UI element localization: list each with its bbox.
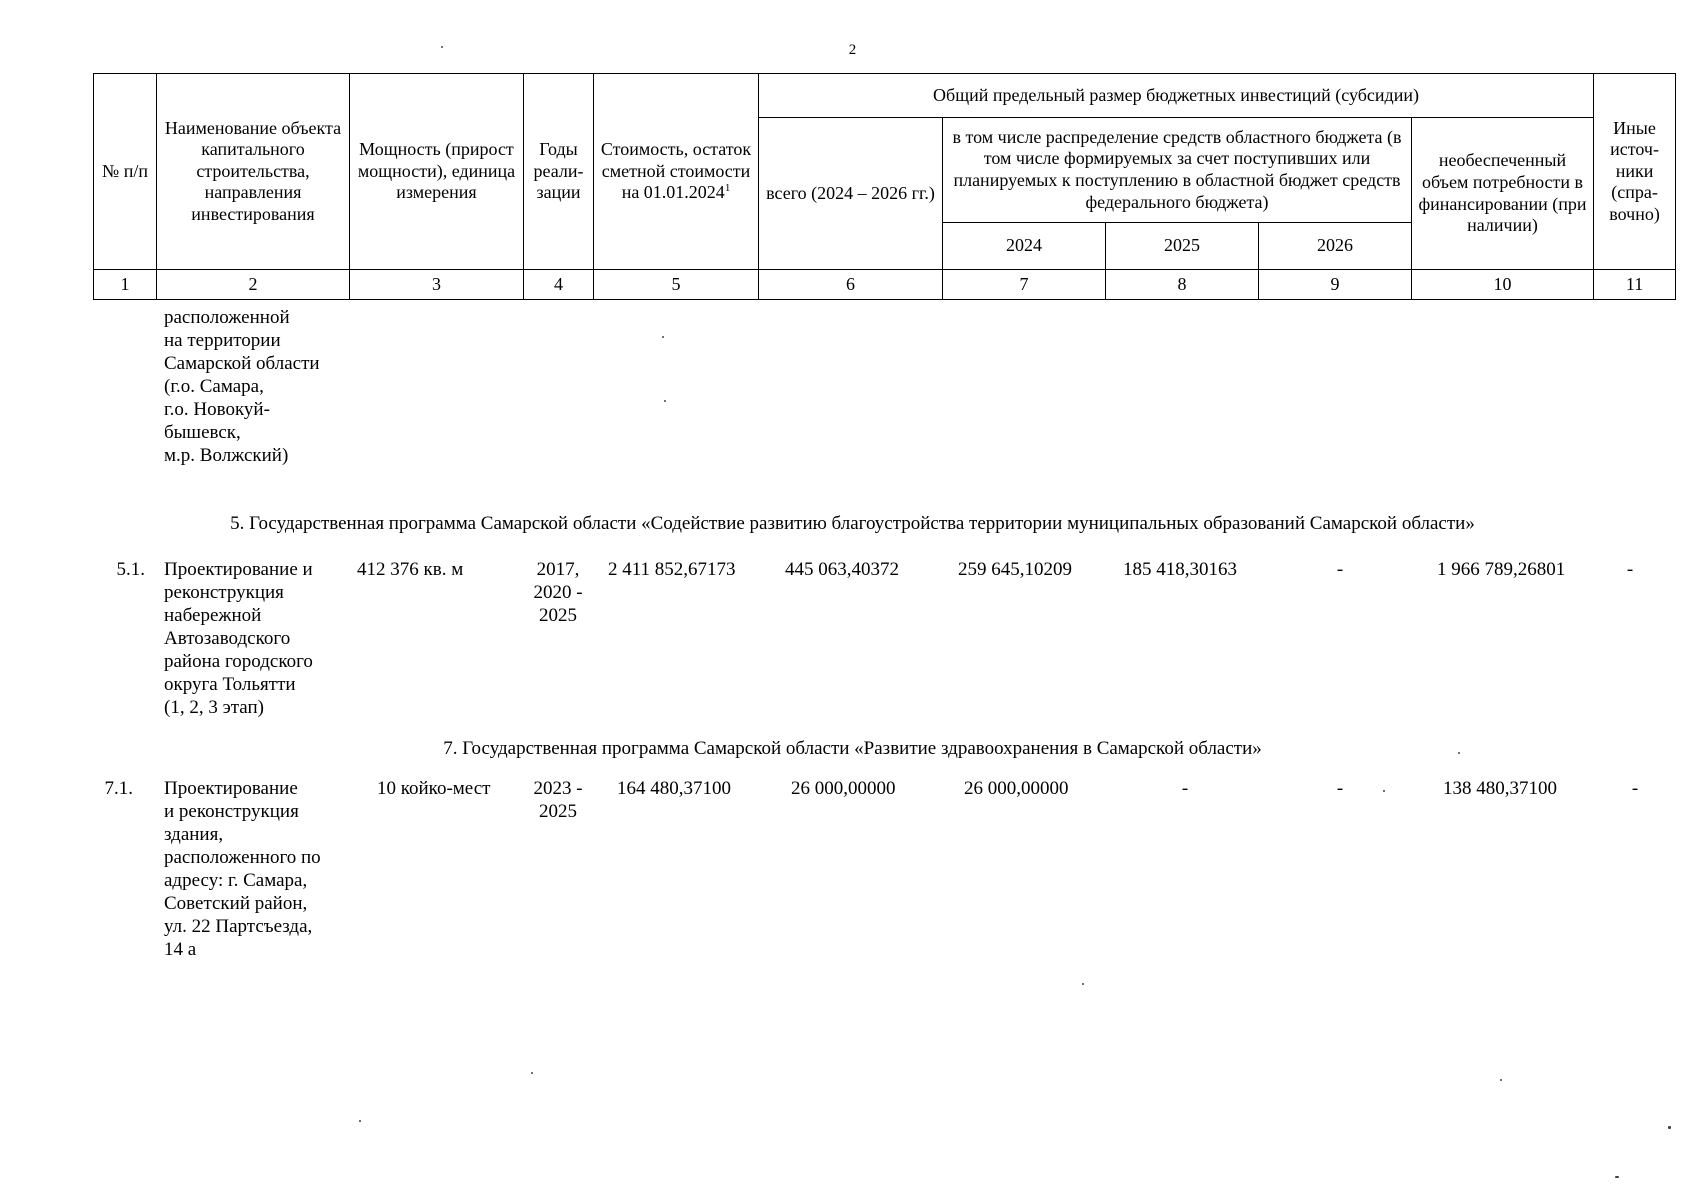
row-num: 7.1.	[104, 778, 133, 799]
header-2025: 2025	[1106, 223, 1259, 270]
col-number: 1	[94, 270, 157, 300]
header-unfunded: необеспеченный объем потребности в финансировании (при наличии)	[1412, 118, 1594, 270]
row-total: 26 000,00000	[791, 778, 896, 799]
scan-speck	[441, 46, 443, 48]
row-capacity: 412 376 кв. м	[357, 559, 464, 580]
row-unfunded: 1 966 789,26801	[1437, 559, 1566, 580]
name-line: здания,	[164, 824, 224, 845]
header-table	[93, 73, 1676, 300]
scan-speck	[359, 1120, 361, 1122]
scan-speck	[1458, 752, 1460, 754]
header-total-group: Общий предельный размер бюджетных инвестиций (субсидии)	[759, 74, 1594, 118]
col-number: 9	[1259, 270, 1412, 300]
name-line: (г.о. Самара,	[164, 376, 264, 397]
scan-speck	[664, 400, 666, 402]
header-regional-group: в том числе распределение средств областного бюджета (в том числе формируемых за счет поступивших или планируемых к поступлению в областной бюджет средств федерального бюджета)	[943, 118, 1412, 223]
header-years: Годы реали-зации	[524, 74, 594, 270]
scan-speck	[1668, 1126, 1671, 1129]
header-name: Наименование объекта капитального строительства, направления инвестирования	[157, 74, 350, 270]
header-cost: Стоимость, остаток сметной стоимости на 01.01.2024$^1$	[594, 74, 759, 270]
name-line: набережной	[164, 605, 262, 626]
row-other: -	[1631, 778, 1639, 799]
scan-speck	[1500, 1079, 1502, 1081]
row-capacity: 10 койко-мест	[377, 778, 491, 799]
name-line: реконструкция	[164, 582, 284, 603]
name-line: (1, 2, 3 этап)	[164, 697, 264, 718]
name-line: округа Тольятти	[164, 674, 296, 695]
name-line: и реконструкция	[164, 801, 299, 822]
header-other: Иные источ-ники (спра-вочно)	[1594, 74, 1676, 270]
scan-speck	[662, 336, 664, 338]
header-2024: 2024	[943, 223, 1106, 270]
name-line: м.р. Волжский)	[164, 445, 289, 466]
name-line: района городского	[164, 651, 313, 672]
scan-speck	[531, 1072, 533, 1074]
scan-speck	[1082, 983, 1084, 985]
name-line: расположенной	[164, 307, 290, 328]
scan-speck	[1615, 1176, 1619, 1178]
name-line: Проектирование	[164, 778, 298, 799]
row-cost: 164 480,37100	[617, 778, 731, 799]
row-name	[164, 558, 344, 719]
col-number: 8	[1106, 270, 1259, 300]
col-number: 2	[157, 270, 350, 300]
col-number: 10	[1412, 270, 1594, 300]
row-name	[164, 777, 344, 961]
header-num: № п/п	[94, 74, 157, 270]
row-unfunded: 138 480,37100	[1443, 778, 1557, 799]
row-years: 2023 - 2025	[533, 778, 583, 822]
section-title: 7. Государственная программа Самарской области «Развитие здравоохранения в Самарской области»	[443, 738, 1262, 759]
header-2026: 2026	[1259, 223, 1412, 270]
name-line: адресу: г. Самара,	[164, 870, 308, 891]
row-total: 445 063,40372	[785, 559, 899, 580]
name-line: 14 а	[164, 939, 197, 960]
row-2026: -	[1336, 778, 1344, 799]
row-2025: -	[1181, 778, 1189, 799]
col-number: 4	[524, 270, 594, 300]
col-number: 3	[350, 270, 524, 300]
col-number: 5	[594, 270, 759, 300]
col-number: 6	[759, 270, 943, 300]
name-line: расположенного по	[164, 847, 321, 868]
page-number: 2	[848, 42, 857, 58]
row-2025: 185 418,30163	[1123, 559, 1237, 580]
name-line: бышевск,	[164, 422, 241, 443]
name-line: Советский район,	[164, 893, 308, 914]
row-years: 2017, 2020 - 2025	[533, 559, 583, 626]
row-2026: -	[1336, 559, 1344, 580]
row-2024: 259 645,10209	[958, 559, 1072, 580]
scan-speck	[1383, 790, 1385, 792]
name-line: Проектирование и	[164, 559, 313, 580]
header-all: всего (2024 – 2026 гг.)	[759, 118, 943, 270]
row-num: 5.1.	[116, 559, 145, 580]
col-number: 11	[1594, 270, 1676, 300]
section-title: 5. Государственная программа Самарской области «Содействие развитию благоустройства территории муниципальных образований Самарской области»	[230, 513, 1475, 534]
name-line: Автозаводского	[164, 628, 291, 649]
row-2024: 26 000,00000	[964, 778, 1069, 799]
name-line: ул. 22 Партсъезда,	[164, 916, 313, 937]
row-cost: 2 411 852,67173	[608, 559, 736, 580]
col-number: 7	[943, 270, 1106, 300]
row-other: -	[1626, 559, 1634, 580]
header-capacity: Мощность (прирост мощности), единица измерения	[350, 74, 524, 270]
continuation-name	[164, 306, 344, 467]
name-line: Самарской области	[164, 353, 320, 374]
name-line: г.о. Новокуй-	[164, 399, 270, 420]
name-line: на территории	[164, 330, 281, 351]
